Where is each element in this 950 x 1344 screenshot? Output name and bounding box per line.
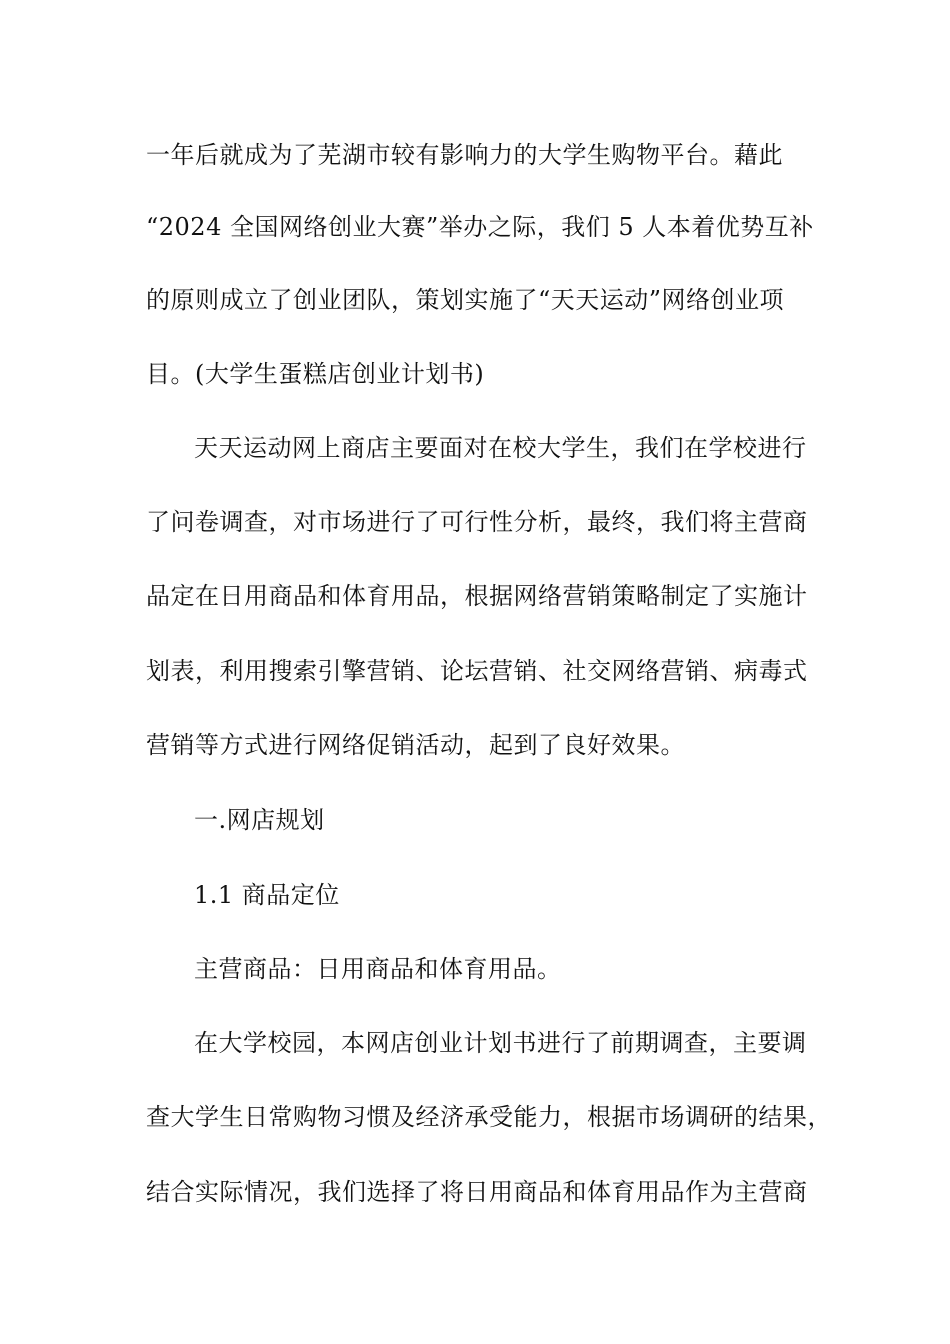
main-goods-line: 主营商品：日用商品和体育用品。 [194,955,562,983]
text-line: 划表，利用搜索引擎营销、论坛营销、社交网络营销、病毒式 [146,657,808,685]
text-line: 了问卷调查，对市场进行了可行性分析，最终，我们将主营商 [146,508,808,536]
text-line: 目。(大学生蛋糕店创业计划书) [146,360,485,388]
section-heading: 一.网店规划 [194,806,325,834]
text-line: 结合实际情况，我们选择了将日用商品和体育用品作为主营商 [146,1178,808,1206]
text-line: 在大学校园，本网店创业计划书进行了前期调查，主要调 [194,1029,807,1057]
subsection-heading: 1.1 商品定位 [194,881,340,909]
text-line: 天天运动网上商店主要面对在校大学生，我们在学校进行 [194,434,807,462]
text-line: “2024 全国网络创业大赛”举办之际，我们 5 人本着优势互补 [146,213,814,241]
text-line: 品定在日用商品和体育用品，根据网络营销策略制定了实施计 [146,582,808,610]
text-line: 的原则成立了创业团队，策划实施了“天天运动”网络创业项 [146,286,785,314]
text-line: 查大学生日常购物习惯及经济承受能力，根据市场调研的结果， [146,1103,832,1131]
text-line: 营销等方式进行网络促销活动，起到了良好效果。 [146,731,685,759]
text-line: 一年后就成为了芜湖市较有影响力的大学生购物平台。藉此 [146,141,783,169]
